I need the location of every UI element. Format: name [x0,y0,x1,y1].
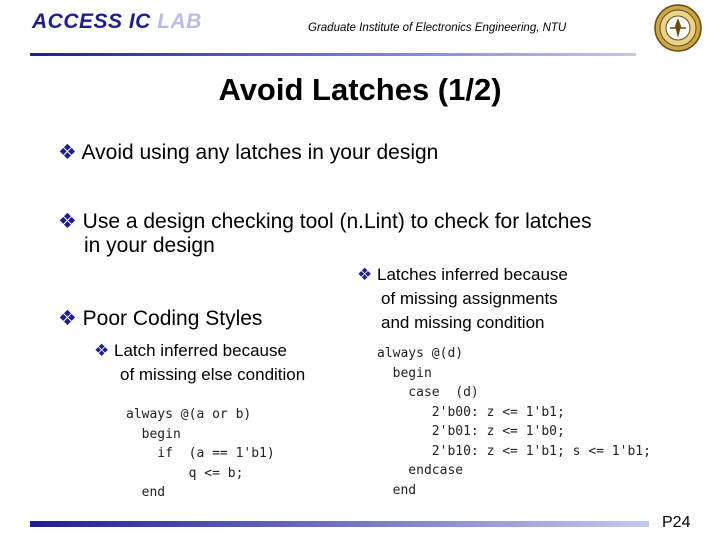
bullet-icon: ❖ [58,306,77,330]
code-line: end [377,482,417,498]
logo-text: ACCESS IC LAB [32,10,202,33]
code-line: always @(a or b) [126,407,252,422]
code-line: begin [377,365,432,381]
bullet-poor-coding-styles: ❖ Poor Coding Styles [58,306,263,330]
bullet-icon: ❖ [58,140,77,164]
bullet-icon: ❖ [94,341,110,361]
code-block-missing-assignments [377,344,651,500]
header-rule [30,53,636,56]
bullet-icon: ❖ [58,209,77,233]
page-number: P24 [662,514,691,531]
code-line: 2'b01: z <= 1'b0; [377,424,565,439]
slide-title: Avoid Latches (1/2) [218,72,502,107]
code-line: if (a == 1'b1) [126,446,275,461]
code-line: 2'b00: z <= 1'b1; [377,404,565,420]
code-line: endcase [377,463,464,478]
sub-bullet-missing-else: ❖ Latch inferred because of missing else condition [94,341,306,384]
bullet-avoid-latches: ❖ Avoid using any latches in your design [58,140,439,164]
code-line: case (d) [377,385,479,400]
code-line: always @(d) [377,346,464,361]
bullet-icon: ❖ [357,265,373,285]
bullet-design-checking-tool: ❖ Use a design checking tool (n.Lint) to check for latches in your design [58,209,592,257]
code-line: 2'b10: z <= 1'b1; s <= 1'b1; [377,443,651,459]
code-line: end [126,485,166,500]
university-seal-icon [654,4,702,52]
institute-name: Graduate Institute of Electronics Engineering, NTU [308,22,567,34]
code-line: begin [126,426,181,442]
footer-rule [30,521,649,527]
sub-bullet-missing-assignments: ❖ Latches inferred because of missing assignments and missing condition [357,265,568,332]
code-block-missing-else [126,405,275,503]
code-line: q <= b; [126,465,244,481]
